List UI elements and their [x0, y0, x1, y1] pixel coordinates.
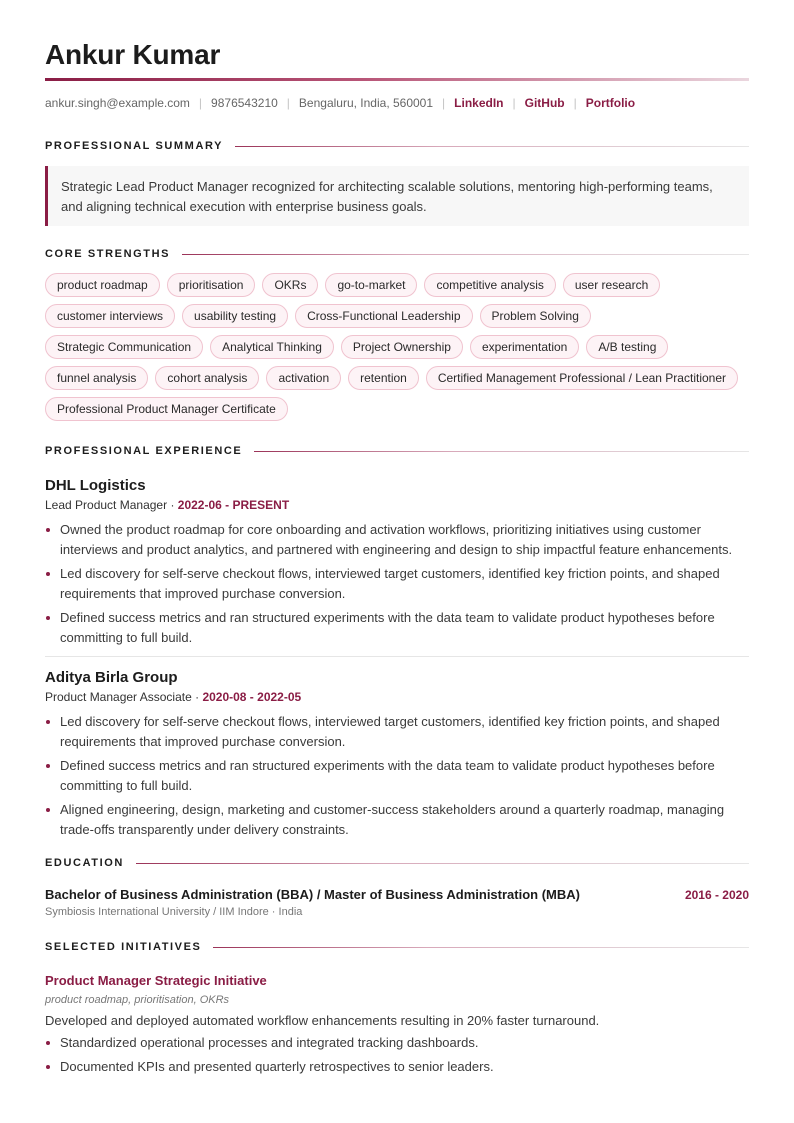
- job-company: DHL Logistics: [45, 477, 146, 494]
- section-divider: [254, 451, 749, 452]
- strength-chip: activation: [266, 366, 341, 390]
- job-bullet: Led discovery for self-serve checkout flows, interviewed target customers, identified key friction points, and shaped requirements that improved purchase conversion.: [45, 564, 749, 604]
- strength-chip: go-to-market: [325, 273, 417, 297]
- strength-chip: Certified Management Professional / Lean Practitioner: [426, 366, 738, 390]
- initiative-entry: [45, 972, 749, 1077]
- strength-chip: cohort analysis: [155, 366, 259, 390]
- job-bullet: Defined success metrics and ran structured experiments with the data team to validate product hypotheses before committing to full build.: [45, 608, 749, 648]
- contact-email[interactable]: ankur.singh@example.com: [45, 96, 190, 110]
- strength-chip: prioritisation: [167, 273, 256, 297]
- section-divider: [213, 947, 749, 948]
- strength-chip: customer interviews: [45, 304, 175, 328]
- strength-chip: funnel analysis: [45, 366, 148, 390]
- initiative-description: Developed and deployed automated workflow enhancements resulting in 20% faster turnaround.: [45, 1013, 600, 1028]
- role-date-separator: ·: [170, 498, 178, 512]
- initiatives-section-header: [45, 941, 749, 953]
- section-divider: [136, 863, 749, 864]
- strength-chip: experimentation: [470, 335, 579, 359]
- contact-bar: [45, 95, 749, 111]
- contact-separator: |: [573, 96, 577, 110]
- strength-chip: Analytical Thinking: [210, 335, 334, 359]
- github-link[interactable]: GitHub: [524, 96, 565, 110]
- section-title-education: EDUCATION: [45, 857, 124, 869]
- strength-chip: Professional Product Manager Certificate: [45, 397, 288, 421]
- contact-separator: |: [442, 96, 446, 110]
- section-divider: [182, 254, 749, 255]
- job-title: Product Manager Associate: [45, 690, 192, 704]
- role-date-separator: ·: [195, 690, 203, 704]
- name-underline: [45, 78, 749, 81]
- contact-location: Bengaluru, India, 560001: [298, 96, 434, 110]
- strength-chip: product roadmap: [45, 273, 160, 297]
- summary-text: Strategic Lead Product Manager recognized for architecting scalable solutions, mentoring high-performing teams, and aligning technical execution with enterprise business goals.: [45, 166, 749, 226]
- job-dates: 2020-08 - 2022-05: [202, 690, 302, 704]
- section-divider: [235, 146, 749, 147]
- education-row: [45, 887, 749, 902]
- job-dates: 2022-06 - PRESENT: [177, 498, 290, 512]
- summary-section-header: [45, 140, 749, 152]
- strength-chip: retention: [348, 366, 419, 390]
- job-entry: [45, 668, 749, 840]
- education-dates: 2016 - 2020: [684, 888, 749, 902]
- education-section-header: [45, 857, 749, 869]
- section-title-initiatives: SELECTED INITIATIVES: [45, 941, 202, 953]
- initiative-tags: product roadmap, prioritisation, OKRs: [45, 994, 230, 1006]
- contact-separator: |: [286, 96, 290, 110]
- strength-chip: Strategic Communication: [45, 335, 203, 359]
- section-title-experience: PROFESSIONAL EXPERIENCE: [45, 445, 243, 457]
- school-name: Symbiosis International University / IIM Indore · India: [45, 906, 303, 918]
- job-entry: [45, 476, 749, 648]
- linkedin-link[interactable]: LinkedIn: [454, 96, 504, 110]
- candidate-name: Ankur Kumar: [45, 39, 221, 70]
- job-title: Lead Product Manager: [45, 498, 168, 512]
- strengths-section-header: [45, 248, 749, 260]
- job-divider: [45, 656, 749, 657]
- degree-title: Bachelor of Business Administration (BBA) / Master of Business Administration (MBA): [45, 887, 580, 902]
- job-bullet: Owned the product roadmap for core onboarding and activation workflows, prioritizing initiatives using customer interviews and product analytics, and partnered with engineering and design to ship impactful feature enhancements.: [45, 520, 749, 560]
- job-bullet: Aligned engineering, design, marketing and customer-success stakeholders around a quarterly roadmap, managing trade-offs transparently under delivery constraints.: [45, 800, 749, 840]
- strength-chip: Problem Solving: [480, 304, 591, 328]
- strengths-chip-list: [45, 273, 749, 421]
- strength-chip: OKRs: [262, 273, 318, 297]
- contact-separator: |: [198, 96, 203, 110]
- strength-chip: Project Ownership: [341, 335, 463, 359]
- education-entry: [45, 887, 749, 918]
- job-bullet-list: [45, 712, 749, 840]
- experience-section-header: [45, 445, 749, 457]
- portfolio-link[interactable]: Portfolio: [585, 96, 636, 110]
- initiative-bullet-list: [45, 1033, 749, 1077]
- initiative-bullet: Documented KPIs and presented quarterly retrospectives to senior leaders.: [45, 1057, 749, 1077]
- job-company: Aditya Birla Group: [45, 669, 178, 686]
- job-bullet: Defined success metrics and ran structured experiments with the data team to validate product hypotheses before committing to full build.: [45, 756, 749, 796]
- strength-chip: Cross-Functional Leadership: [295, 304, 472, 328]
- job-role-line: [45, 497, 749, 513]
- section-title-summary: PROFESSIONAL SUMMARY: [45, 140, 224, 152]
- contact-separator: |: [512, 96, 516, 110]
- initiative-title: Product Manager Strategic Initiative: [45, 973, 267, 988]
- strength-chip: A/B testing: [586, 335, 668, 359]
- initiative-bullet: Standardized operational processes and integrated tracking dashboards.: [45, 1033, 749, 1053]
- strength-chip: competitive analysis: [424, 273, 555, 297]
- contact-phone[interactable]: 9876543210: [211, 96, 278, 110]
- job-role-line: [45, 689, 749, 705]
- job-bullet-list: [45, 520, 749, 648]
- section-title-strengths: CORE STRENGTHS: [45, 248, 171, 260]
- job-bullet: Led discovery for self-serve checkout flows, interviewed target customers, identified key friction points, and shaped requirements that improved purchase conversion.: [45, 712, 749, 752]
- strength-chip: usability testing: [182, 304, 288, 328]
- strength-chip: user research: [563, 273, 660, 297]
